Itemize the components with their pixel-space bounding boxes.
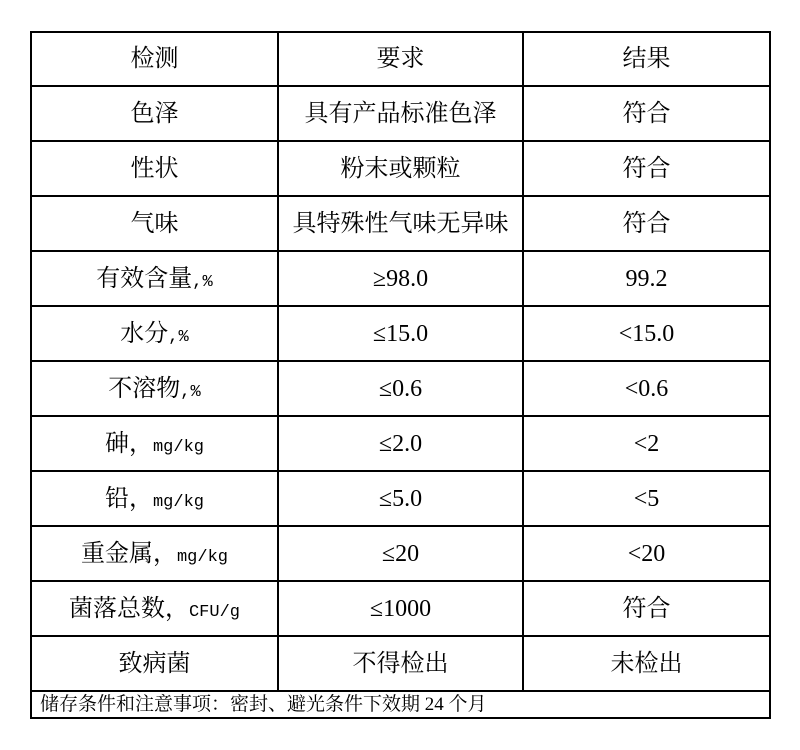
test-unit-label: mg/kg [152,492,204,512]
table-row [31,141,770,196]
test-name-cell [31,306,278,361]
result-cell: 符合 [523,581,770,636]
table-row [31,471,770,526]
table-row [31,251,770,306]
requirement-cell: ≤2.0 [278,416,523,471]
table-row [31,581,770,636]
requirement-cell: ≤0.6 [278,361,523,416]
storage-note: 储存条件和注意事项：密封、避光条件下效期 24 个月 [31,691,770,718]
test-name-cell [31,141,278,196]
requirement-cell: 粉末或颗粒 [278,141,523,196]
test-name-label: 色泽 [130,100,179,127]
test-name-label: 致病菌 [118,650,191,677]
test-name-cell [31,526,278,581]
test-name-label: 菌落总数， [68,595,189,622]
requirement-cell: 具特殊性气味无异味 [278,196,523,251]
test-unit-label: ,% [168,327,189,347]
result-cell: 99.2 [523,251,770,306]
test-unit-label: mg/kg [176,547,228,567]
requirement-cell: ≤15.0 [278,306,523,361]
test-name-label: 不溶物 [108,375,181,402]
result-cell: <15.0 [523,306,770,361]
test-unit-label: mg/kg [152,437,204,457]
test-name-cell [31,636,278,691]
result-cell: 符合 [523,86,770,141]
test-unit-label: ,% [192,272,213,292]
footer-row [31,691,770,718]
requirement-cell: ≤5.0 [278,471,523,526]
requirement-cell: ≤20 [278,526,523,581]
test-name-cell [31,251,278,306]
column-header-requirement: 要求 [278,32,523,86]
test-name-cell [31,361,278,416]
table-row [31,306,770,361]
test-name-label: 气味 [130,210,179,237]
test-name-cell [31,471,278,526]
test-name-cell [31,86,278,141]
test-name-cell [31,581,278,636]
requirement-cell: 不得检出 [278,636,523,691]
table-row [31,526,770,581]
table-row [31,86,770,141]
column-header-test: 检测 [31,32,278,86]
result-cell: 符合 [523,196,770,251]
table-body [31,86,770,691]
result-cell: <0.6 [523,361,770,416]
table-row [31,196,770,251]
requirement-cell: ≤1000 [278,581,523,636]
result-cell: <5 [523,471,770,526]
test-unit-label: CFU/g [188,602,240,622]
test-name-label: 重金属， [80,540,177,567]
test-name-label: 砷， [104,430,153,457]
test-name-cell [31,196,278,251]
test-name-label: 水分 [120,320,169,347]
table-row [31,636,770,691]
result-cell: 未检出 [523,636,770,691]
test-name-label: 性状 [130,155,179,182]
test-unit-label: ,% [180,382,201,402]
result-cell: 符合 [523,141,770,196]
table-row [31,416,770,471]
result-cell: <20 [523,526,770,581]
result-cell: <2 [523,416,770,471]
requirement-cell: ≥98.0 [278,251,523,306]
column-header-result: 结果 [523,32,770,86]
table-row [31,361,770,416]
header-row [31,32,770,86]
test-name-cell [31,416,278,471]
test-name-label: 铅， [104,485,153,512]
inspection-table [30,31,771,719]
test-name-label: 有效含量 [96,265,193,292]
requirement-cell: 具有产品标准色泽 [278,86,523,141]
